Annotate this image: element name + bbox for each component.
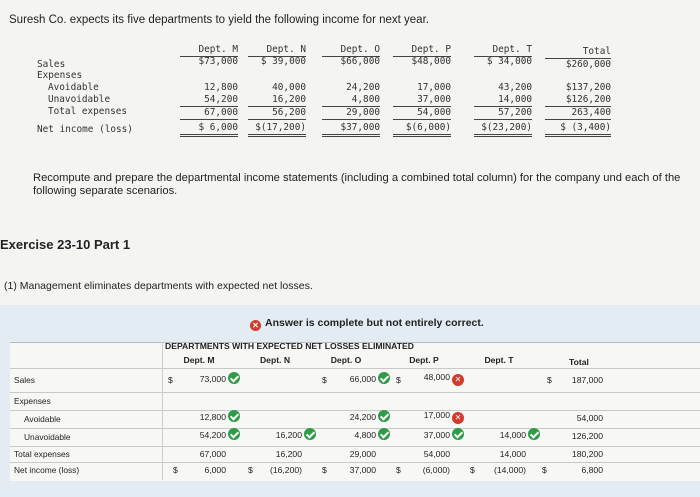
currency-sign: $ [322,465,327,475]
correct-icon [528,428,540,440]
answer-unavoidable-o[interactable]: 4,800 [318,428,390,440]
label-avoidable: Avoidable [48,82,99,93]
answer-net-income-o: 37,000 [349,465,376,475]
answer-header-dept-m: Dept. M [183,355,215,365]
exercise-title: Exercise 23-10 Part 1 [0,237,131,252]
column-divider [162,342,163,480]
avoidable-m: 12,800 [204,82,238,93]
answer-table-title: DEPARTMENTS WITH EXPECTED NET LOSSES ELIMINATED [165,341,414,351]
instructions-text: Recompute and prepare the departmental income statements (including a combined total column) for the company und each of the following separate scenarios. [33,172,681,197]
answer-avoidable-total: 54,000 [576,413,603,423]
answer-label-unavoidable: Unavoidable [24,432,71,442]
currency-sign: $ [396,375,401,385]
answer-total-expenses-total: 180,200 [571,449,603,459]
incorrect-icon: ✕ [250,320,261,331]
answer-sales-total: 187,000 [571,375,603,385]
avoidable-p: 17,000 [417,82,451,93]
unavoidable-m: 54,200 [180,94,238,107]
answer-total-expenses-n: 16,200 [275,449,302,459]
answer-header-dept-o: Dept. O [330,355,362,365]
currency-sign: $ [168,375,173,385]
unavoidable-o: 4,800 [322,94,380,107]
sales-total: $260,000 [565,59,611,70]
answer-unavoidable-total: 126,200 [571,431,603,441]
answer-net-income-n: (16,200) [269,465,302,475]
total-expenses-t: 57,200 [474,107,532,120]
net-income-n: $(17,200) [248,122,306,137]
sales-n: $ 39,000 [260,56,306,67]
answer-unavoidable-n[interactable]: 16,200 [248,428,316,440]
intro-text: Suresh Co. expects its five departments to yield the following income for next year. [9,14,429,26]
header-total: Total [545,46,611,59]
answer-label-avoidable: Avoidable [24,414,61,424]
correct-icon [228,428,240,440]
answer-unavoidable-m[interactable]: 54,200 [170,428,240,440]
answer-header-dept-t: Dept. T [484,355,514,365]
answer-header-dept-p: Dept. P [409,355,439,365]
avoidable-t: 43,200 [498,82,532,93]
incorrect-icon: ✕ [452,412,464,424]
total-expenses-n: 56,200 [248,107,306,120]
avoidable-o: 24,200 [346,82,380,93]
answer-net-income-p: (6,000) [422,465,450,475]
header-dept-p: Dept. P [393,44,451,57]
row-divider [10,462,700,463]
label-unavoidable: Unavoidable [48,94,111,105]
net-income-t: $(23,200) [474,122,532,137]
answer-sales-m[interactable]: 73,000 [170,372,240,384]
net-income-p: $(6,000) [393,122,451,137]
sales-p: $48,000 [411,56,451,67]
total-expenses-total: 263,400 [545,107,611,120]
label-net-income: Net income (loss) [37,124,133,135]
answer-total-expenses-m: 67,000 [199,449,226,459]
answer-sales-p[interactable]: 48,000 ✕ [390,372,464,386]
answer-total-expenses-t: 14,000 [499,449,526,459]
answer-avoidable-m[interactable]: 12,800 [170,410,240,422]
correct-icon [378,428,390,440]
answer-label-expenses: Expenses [14,396,51,406]
answer-total-expenses-o: 29,000 [349,449,376,459]
correct-icon [228,410,240,422]
header-dept-t: Dept. T [474,44,532,57]
answer-label-net-income: Net income (loss) [14,465,80,475]
row-divider [10,368,700,369]
answer-total-expenses-p: 54,000 [423,449,450,459]
correct-icon [378,372,390,384]
answer-header-total: Total [569,357,589,367]
header-dept-n: Dept. N [248,44,306,57]
answer-label-sales: Sales [14,375,35,385]
answer-net-income-total: 6,800 [581,465,603,475]
answer-header-dept-n: Dept. N [259,355,291,365]
answer-avoidable-o[interactable]: 24,200 [318,410,390,422]
total-expenses-m: 67,000 [180,107,238,120]
currency-sign: $ [322,375,327,385]
net-income-o: $37,000 [322,122,380,137]
net-income-total: $ (3,400) [545,122,611,137]
answer-sales-o[interactable]: 66,000 [318,372,390,384]
unavoidable-t: 14,000 [474,94,532,107]
answer-unavoidable-t[interactable]: 14,000 [470,428,540,440]
answer-unavoidable-p[interactable]: 37,000 [390,428,464,440]
answer-net-income-m: 6,000 [204,465,226,475]
correct-icon [228,372,240,384]
currency-sign: $ [547,375,552,385]
answer-status [250,317,484,331]
currency-sign: $ [173,465,178,475]
header-dept-o: Dept. O [322,44,380,57]
incorrect-icon: ✕ [452,374,464,386]
correct-icon [378,410,390,422]
answer-net-income-t: (14,000) [493,465,526,475]
row-divider [10,446,700,447]
sales-t: $ 34,000 [486,56,532,67]
header-dept-m: Dept. M [180,44,238,57]
label-expenses: Expenses [37,70,83,81]
answer-label-total-expenses: Total expenses [14,449,70,459]
currency-sign: $ [542,465,547,475]
sales-o: $66,000 [340,56,380,67]
correct-icon [304,428,316,440]
total-expenses-p: 54,000 [393,107,451,120]
row-divider [10,392,700,393]
label-sales: Sales [37,59,66,70]
unavoidable-total: $126,200 [545,94,611,107]
currency-sign: $ [396,465,401,475]
unavoidable-p: 37,000 [393,94,451,107]
part-1-prompt: (1) Management eliminates departments with expected net losses. [4,280,313,292]
net-income-m: $ 6,000 [180,122,238,137]
unavoidable-n: 16,200 [248,94,306,107]
currency-sign: $ [248,465,253,475]
answer-status-text: Answer is complete but not entirely correct. [265,317,484,329]
sales-m: $73,000 [198,56,238,67]
currency-sign: $ [470,465,475,475]
avoidable-n: 40,000 [272,82,306,93]
total-expenses-o: 29,000 [322,107,380,120]
correct-icon [452,428,464,440]
label-total-expenses: Total expenses [48,106,128,117]
answer-avoidable-p[interactable]: 17,000 ✕ [390,410,464,424]
avoidable-total: $137,200 [565,82,611,93]
